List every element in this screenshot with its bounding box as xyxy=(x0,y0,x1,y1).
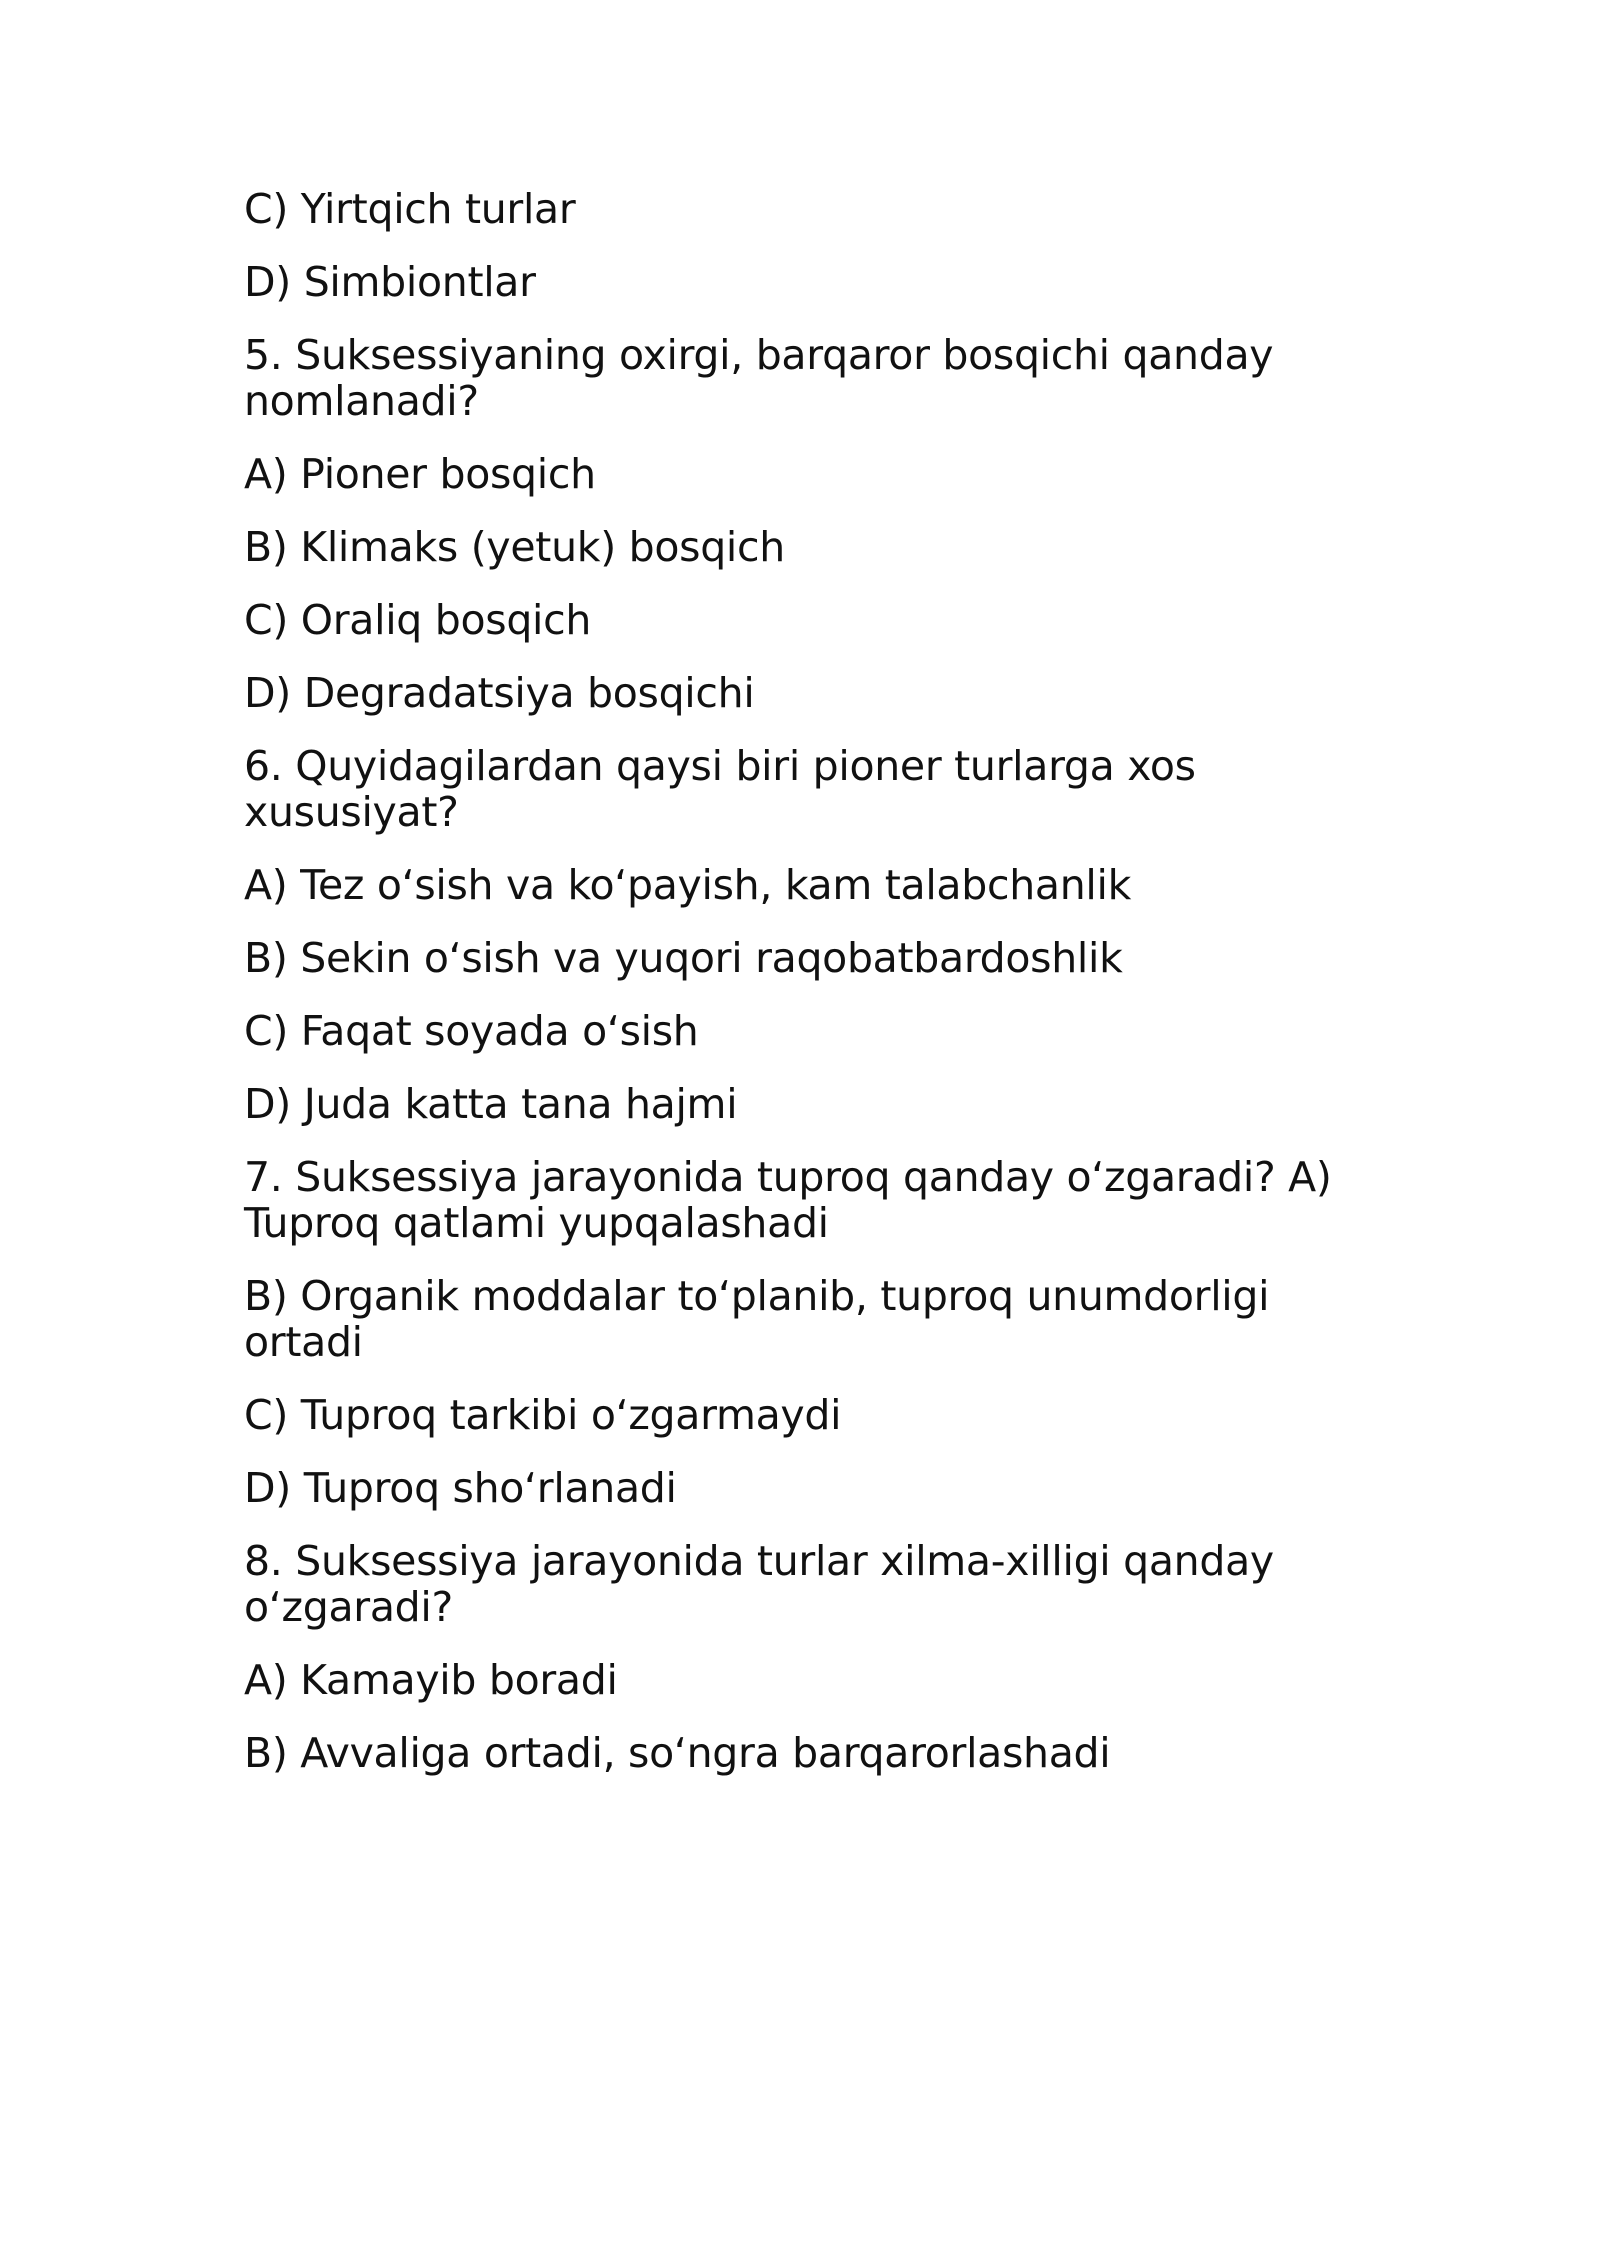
question-text: 6. Quyidagilardan qaysi biri pioner turlarga xos xususiyat? xyxy=(244,742,1196,836)
question-4-tail xyxy=(244,186,1354,305)
option-line: D) Juda katta tana hajmi xyxy=(244,1080,738,1128)
document-page xyxy=(244,186,1354,1803)
option-line: B) Avvaliga ortadi, so‘ngra barqarorlashadi xyxy=(244,1729,1111,1777)
question-7 xyxy=(244,1154,1354,1511)
question-text: 8. Suksessiya jarayonida turlar xilma-xilligi qanday o‘zgaradi? xyxy=(244,1537,1274,1631)
option-line: C) Faqat soyada o‘sish xyxy=(244,1007,699,1055)
option-line: A) Kamayib boradi xyxy=(244,1656,618,1704)
option-line: D) Tuproq sho‘rlanadi xyxy=(244,1464,677,1512)
option-line: A) Tez o‘sish va ko‘payish, kam talabchanlik xyxy=(244,861,1132,909)
option-line: A) Pioner bosqich xyxy=(244,450,596,498)
option-line: B) Organik moddalar to‘planib, tuproq unumdorligi ortadi xyxy=(244,1272,1270,1366)
question-6 xyxy=(244,743,1354,1127)
option-line: C) Tuproq tarkibi o‘zgarmaydi xyxy=(244,1391,842,1439)
question-text: 7. Suksessiya jarayonida tuproq qanday o‘zgaradi? A) Tuproq qatlami yupqalashadi xyxy=(244,1153,1332,1247)
question-text: 5. Suksessiyaning oxirgi, barqaror bosqichi qanday nomlanadi? xyxy=(244,331,1274,425)
question-5 xyxy=(244,332,1354,716)
option-line: B) Sekin o‘sish va yuqori raqobatbardoshlik xyxy=(244,934,1123,982)
option-line: C) Oraliq bosqich xyxy=(244,596,592,644)
question-8 xyxy=(244,1538,1354,1776)
option-line: D) Degradatsiya bosqichi xyxy=(244,669,755,717)
option-line: C) Yirtqich turlar xyxy=(244,185,576,233)
option-line: D) Simbiontlar xyxy=(244,258,536,306)
option-line: B) Klimaks (yetuk) bosqich xyxy=(244,523,785,571)
